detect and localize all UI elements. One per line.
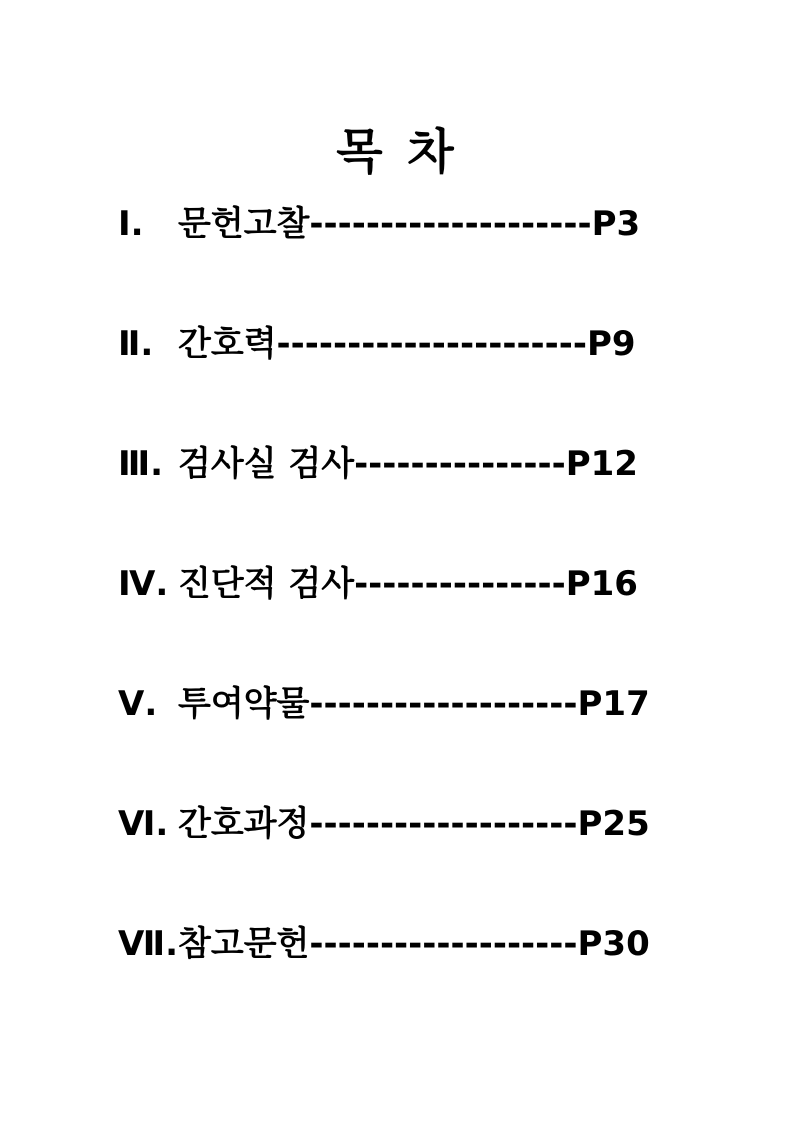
toc-label: 진단적 검사	[178, 564, 355, 604]
toc-numeral: Ⅰ.	[118, 204, 144, 244]
toc-page-number: P3	[591, 204, 641, 244]
toc-entry-literature-review	[118, 200, 640, 248]
toc-page-number: P12	[565, 444, 638, 484]
toc-numeral: Ⅳ.	[118, 564, 169, 604]
toc-numeral: Ⅱ.	[118, 324, 154, 364]
toc-page-number: P17	[577, 684, 650, 724]
toc-entry-medications	[118, 680, 650, 728]
toc-label: 검사실 검사	[178, 444, 355, 484]
toc-page-number: P9	[587, 324, 636, 364]
toc-numeral: Ⅶ.	[118, 924, 179, 964]
toc-label: 투여약물	[178, 684, 310, 724]
toc-entry-laboratory-tests	[118, 440, 638, 488]
toc-entry-diagnostic-tests	[118, 560, 638, 608]
toc-page-number: P16	[565, 564, 638, 604]
toc-entry-references	[118, 920, 650, 968]
toc-leader: ---------------	[354, 444, 566, 484]
toc-label: 문헌고찰	[178, 204, 310, 244]
toc-numeral: Ⅲ.	[118, 444, 164, 484]
toc-leader: -------------------	[309, 804, 578, 844]
toc-entry-nursing-history	[118, 320, 636, 368]
toc-leader: --------------------	[309, 204, 592, 244]
toc-label: 참고문헌	[178, 924, 310, 964]
toc-page-number: P25	[577, 804, 650, 844]
page-title: 목 차	[336, 124, 458, 180]
toc-entry-nursing-process	[118, 800, 650, 848]
toc-numeral: Ⅵ.	[118, 804, 169, 844]
toc-leader: -------------------	[309, 684, 578, 724]
toc-leader: ---------------	[354, 564, 566, 604]
toc-page-number: P30	[577, 924, 650, 964]
toc-label: 간호력	[178, 324, 277, 364]
toc-leader: -------------------	[309, 924, 578, 964]
toc-label: 간호과정	[178, 804, 310, 844]
toc-numeral: Ⅴ.	[118, 684, 158, 724]
toc-leader: ----------------------	[276, 324, 587, 364]
